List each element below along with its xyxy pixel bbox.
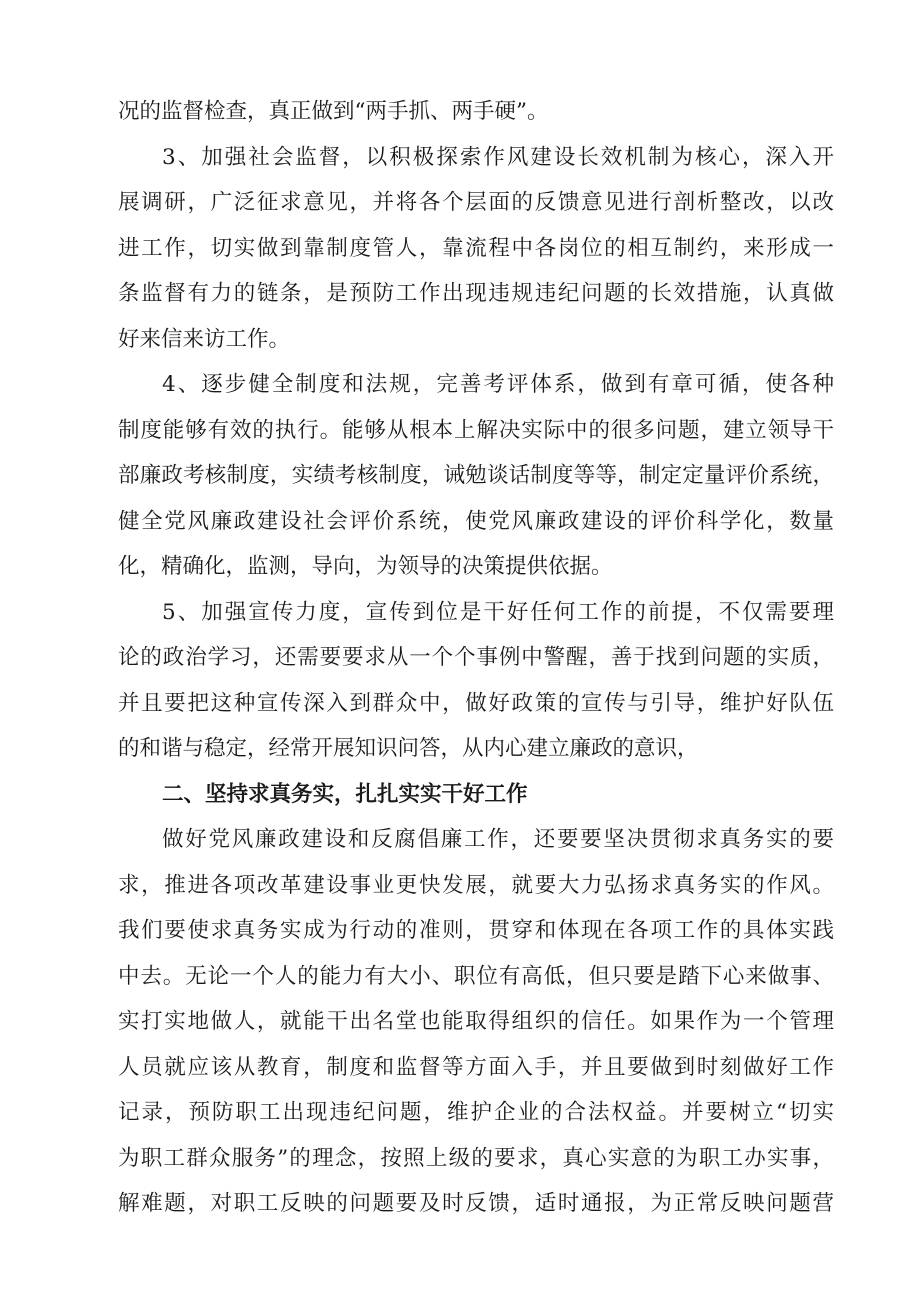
text-line: 实打实地做人，就能干出名堂也能取得组织的信任。如果作为一个管理: [118, 1009, 834, 1034]
text-line: 的和谐与稳定，经常开展知识问答，从内心建立廉政的意识，: [118, 736, 699, 761]
text-line: 健全党风廉政建设社会评价系统，使党风廉政建设的评价科学化，数量: [118, 509, 834, 534]
text-line: 5、加强宣传力度，宣传到位是干好任何工作的前提，不仅需要理: [162, 600, 834, 625]
text-line: 条监督有力的链条，是预防工作出现违规违纪问题的长效措施，认真做: [118, 281, 834, 306]
text-line: 展调研，广泛征求意见，并将各个层面的反馈意见进行剖析整改，以改: [118, 190, 834, 215]
text-line: 制度能够有效的执行。能够从根本上解决实际中的很多问题，建立领导干: [118, 418, 834, 443]
text-line: 我们要使求真务实成为行动的准则，贯穿和体现在各项工作的具体实践: [118, 918, 834, 943]
section-heading: 二、坚持求真务实，扎扎实实干好工作: [162, 782, 528, 807]
text-line: 为职工群众服务”的理念，按照上级的要求，真心实意的为职工办实事，: [118, 1146, 834, 1171]
text-line: 进工作，切实做到靠制度管人，靠流程中各岗位的相互制约，来形成一: [118, 236, 834, 261]
text-line: 求，推进各项改革建设事业更快发展，就要大力弘扬求真务实的作风。: [118, 873, 834, 898]
text-line: 化，精确化，监测，导向，为领导的决策提供依据。: [118, 554, 613, 579]
text-line: 中去。无论一个人的能力有大小、职位有高低，但只要是踏下心来做事、: [118, 964, 834, 989]
text-line: 解难题，对职工反映的问题要及时反馈，适时通报，为正常反映问题营: [118, 1191, 834, 1216]
text-line: 好来信来访工作。: [118, 327, 291, 352]
text-line: 况的监督检查，真正做到“两手抓、两手硬”。: [118, 99, 549, 124]
text-line: 论的政治学习，还需要要求从一个个事例中警醒，善于找到问题的实质，: [118, 645, 834, 670]
text-line: 人员就应该从教育，制度和监督等方面入手，并且要做到时刻做好工作: [118, 1055, 834, 1080]
text-line: 记录，预防职工出现违纪问题，维护企业的合法权益。并要树立“切实: [118, 1100, 834, 1125]
text-line: 部廉政考核制度，实绩考核制度，诫勉谈话制度等等，制定定量评价系统，: [118, 463, 834, 488]
text-line: 4、逐步健全制度和法规，完善考评体系，做到有章可循，使各种: [162, 372, 834, 397]
text-line: 3、加强社会监督，以积极探索作风建设长效机制为核心，深入开: [162, 145, 834, 170]
text-line: 并且要把这种宣传深入到群众中，做好政策的宣传与引导，维护好队伍: [118, 691, 834, 716]
text-line: 做好党风廉政建设和反腐倡廉工作，还要要坚决贯彻求真务实的要: [162, 827, 834, 852]
